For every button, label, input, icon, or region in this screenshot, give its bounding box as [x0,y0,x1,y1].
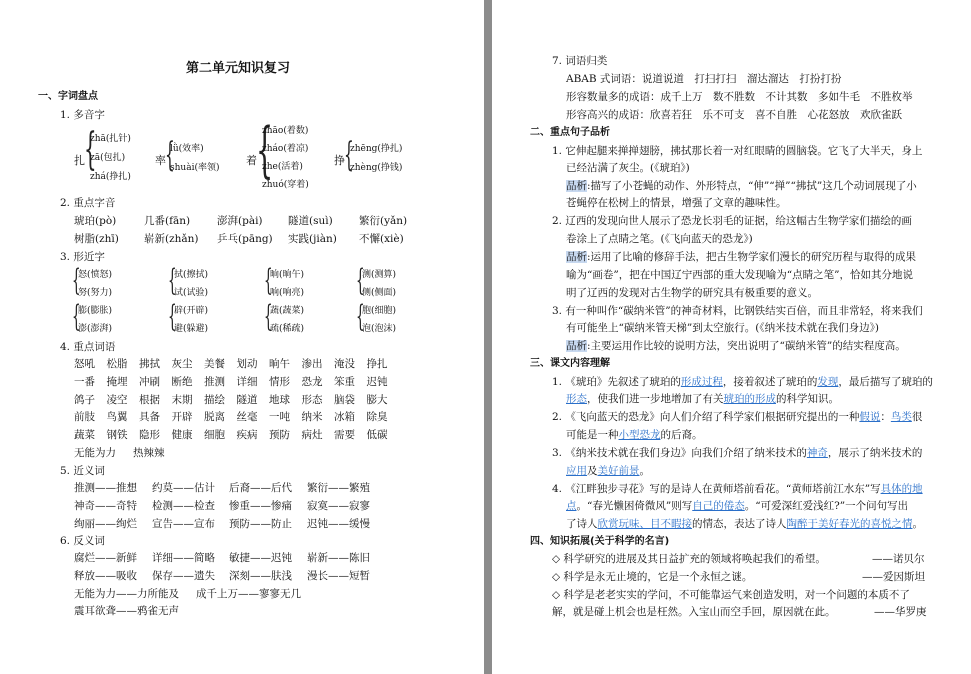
key-word: 隧道 [236,393,258,406]
brace-icon: { [264,299,273,334]
key-word: 需要 [334,429,355,442]
sentence-line: 已经沾满了灰尘。(《琥珀》) [566,162,690,174]
antonym-pair: 释放——吸收 [74,570,137,582]
key-word: 详细 [236,375,258,388]
key-word: 怒吼 [74,358,95,370]
antonym-pair: 详细——简略 [152,552,215,564]
word-group-line: ABAB 式词语：说道说道 打扫打扫 溜达溜达 打扮打扮 [566,73,842,85]
answer-blank: 具体的地 [880,483,923,495]
key-word: 掩埋 [106,375,128,388]
brace-icon: { [344,135,354,175]
key-word: 断绝 [171,375,193,388]
subheading-antonyms: 6. 反义词 [60,535,105,547]
quote-text: ◇ 科学是老老实实的学问，不可能靠运气来创造发明，对一个问题的本质不了 [552,589,910,601]
right-page [492,0,971,674]
pron-item: 不懈(xiè) [359,233,404,245]
key-word: 晌午 [269,358,290,370]
reading: zhā(扎针) [90,134,131,144]
synonym-pair: 检测——检查 [152,500,215,512]
pron-item: 琥珀(pò) [74,215,117,227]
similar-item: 晌(晌午) [270,270,305,280]
synonym-pair: 繁衍——繁殖 [307,482,370,494]
key-word: 疾病 [236,429,258,442]
analysis-line [566,339,906,353]
section-heading-4: 四、知识拓展(关于科学的名言) [530,536,670,547]
answer-blank: 陶醉于美好春光的喜悦之情 [786,518,913,530]
section-heading-1: 一、字词盘点 [38,91,98,102]
answer-blank: 小型恐龙 [618,429,661,441]
key-word: 开辟 [171,411,193,424]
antonym-pair: 漫长——短暂 [307,570,370,582]
pron-item: 繁衍(yǎn) [359,215,408,227]
brace-icon: { [356,263,365,298]
answer-blank: 欣赏玩味、目不暇接 [597,518,692,530]
reading: zhuó(穿着) [262,180,309,190]
key-word: 除臭 [366,411,388,424]
reading: zhe(活着) [262,162,303,172]
similar-item: 试(试验) [174,288,209,298]
key-word: 地球 [269,393,290,406]
key-word: 脱离 [204,411,225,424]
comprehension-line: 应用及美好前景。 [566,465,650,477]
antonym-pair: 无能为力——力所能及 [74,588,179,600]
page-title: 第二单元知识复习 [186,61,291,76]
key-word: 根据 [139,393,160,406]
synonym-pair: 神奇——奇特 [74,500,137,512]
key-word: 脑袋 [334,393,355,406]
sentence-line: 3. 有一种叫作“碳纳米管”的神奇材料，比钢铁结实百倍，而且非常轻，将来我们 [552,305,923,317]
analysis-line: 苍蝇停在松树上的情景，增强了文章的趣味性。 [566,197,787,209]
similar-item: 怒(愤怒) [78,270,113,280]
key-word: 恐龙 [301,375,323,388]
similar-item: 澎(澎湃) [78,324,113,334]
antonym-pair: 震耳欲聋——鸦雀无声 [74,605,179,617]
key-word: 鸽子 [74,393,95,406]
polyphonic-char: 扎 [74,154,85,167]
antonym-pair: 腐烂——新鲜 [74,552,137,564]
answer-blank: 神奇 [806,447,828,459]
polyphonic-char: 着 [246,154,257,167]
sentence-line: 有可能坐上“碳纳米管天梯”到太空旅行。(《纳米技术就在我们身边》) [566,322,879,334]
key-word: 灰尘 [171,358,193,370]
word-group-line: 形容数量多的成语：成千上万 数不胜数 不计其数 多如牛毛 不胜枚举 [566,91,913,103]
key-word: 推测 [204,375,225,388]
reading: zhá(挣扎) [90,172,131,182]
similar-item: 疏(稀疏) [270,324,305,334]
pron-item: 乒乓(pāng) [217,233,273,245]
key-word: 美餐 [204,358,225,370]
brace-icon: { [72,263,81,298]
reading: shuài(率领) [170,163,220,173]
answer-blank: 假说 [859,411,881,423]
reading: zháo(着凉) [262,144,309,154]
word-group-line: 形容高兴的成语：欣喜若狂 乐不可支 喜不自胜 心花怒放 欢欣雀跃 [566,109,902,121]
similar-item: 测(测算) [362,270,397,280]
key-word: 前肢 [74,411,95,424]
key-word: 无能为力 [74,447,116,459]
sentence-line: 2. 辽西的发现向世人展示了恐龙长羽毛的证据，给这幅古生物学家们描绘的画 [552,215,912,227]
similar-item: 蔬(蔬菜) [270,306,305,316]
sentence-line: 卷涂上了点睛之笔。(《飞向蓝天的恐龙》) [566,233,753,245]
synonym-pair: 惨重——惨痛 [229,500,292,512]
key-word: 渗出 [301,358,323,370]
antonym-pair: 保存——遗失 [152,570,215,582]
similar-item: 辟(开辟) [174,306,209,316]
key-word: 病灶 [301,429,323,442]
antonym-pair: 崭新——陈旧 [307,552,370,564]
answer-blank: 自己的倦态 [692,500,745,512]
pron-item: 实践(jiàn) [288,233,337,245]
comprehension-line: 可能是一种小型恐龙的后裔。 [566,429,703,441]
key-word: 健康 [171,429,193,442]
key-word: 钢铁 [106,429,128,442]
similar-item: 避(躲避) [174,324,209,334]
reading: zā(包扎) [90,153,126,163]
reading: zhāo(着数) [262,126,309,136]
synonym-pair: 寂寞——寂寥 [307,500,370,512]
quote-author: ——爱因斯坦 [862,571,925,583]
brace-icon: { [168,299,177,334]
key-word: 纳米 [301,411,323,424]
synonym-pair: 后裔——后代 [229,482,292,494]
pron-item: 树脂(zhī) [74,233,119,245]
comprehension-line: 2. 《飞向蓝天的恐龙》向人们介绍了科学家们根据研究提出的一种假说：鸟类很 [552,411,923,423]
quote-text: ◇ 科学研究的进展及其日益扩充的领域将唤起我们的希望。 [552,553,826,565]
key-word: 具备 [139,411,160,424]
brace-icon: { [72,299,81,334]
similar-item: 努(努力) [78,288,113,298]
synonym-pair: 迟钝——缓慢 [307,518,370,530]
analysis-tag: 品析 [566,340,587,352]
analysis-text: :描写了小苍蝇的动作、外形特点，“伸”“掸”“拂拭”这几个动词展现了小 [587,180,917,192]
key-word: 隐形 [139,429,160,442]
brace-icon: { [264,263,273,298]
key-word: 笨重 [334,375,355,388]
answer-blank: 形态 [566,393,587,405]
polyphonic-char: 挣 [334,154,345,167]
key-word: 凌空 [106,393,128,406]
comprehension-line: 4. 《江畔独步寻花》写的是诗人在黄师塔前看花。“黄师塔前江水东”写具体的地 [552,483,923,495]
answer-blank: 琥珀的形成 [723,393,776,405]
key-word: 鸟翼 [106,411,128,424]
key-word: 情形 [269,375,290,388]
pron-item: 崭新(zhǎn) [144,233,199,245]
quote-author: ——华罗庚 [874,606,927,618]
antonym-pair: 成千上万——寥寥无几 [196,588,301,600]
reading: zhēng(挣扎) [350,144,403,154]
reading: lǜ(效率) [170,144,204,154]
similar-item: 泡(泡沫) [362,324,397,334]
subheading-key-pron: 2. 重点字音 [60,197,116,209]
key-word: 迟钝 [366,375,388,388]
key-word: 细胞 [204,429,225,442]
similar-item: 侧(侧面) [362,288,397,298]
key-word: 末期 [171,393,193,406]
synonym-pair: 约莫——估计 [152,482,215,494]
key-word: 淹没 [334,358,355,370]
analysis-tag: 品析 [566,180,587,192]
key-word: 蔬菜 [74,429,95,442]
reading: zhèng(挣钱) [350,163,403,173]
comprehension-line: 形态，使我们进一步地增加了有关琥珀的形成的科学知识。 [566,393,839,405]
left-page [0,0,484,674]
quote-author: ——诺贝尔 [872,553,925,565]
pron-item: 隧道(suì) [288,215,333,227]
analysis-line [566,179,917,193]
comprehension-line: 1. 《琥珀》先叙述了琥珀的形成过程，接着叙述了琥珀的发现，最后描写了琥珀的 [552,376,933,388]
quote-text: ◇ 科学是永无止境的，它是一个永恒之谜。 [552,571,753,583]
brace-icon: { [256,115,274,185]
key-word: 划动 [236,358,258,370]
section-heading-2: 二、重点句子品析 [530,127,610,138]
analysis-tag: 品析 [566,251,587,263]
subheading-polyphonic: 1. 多音字 [60,109,105,121]
brace-icon: { [168,263,177,298]
key-word: 松脂 [106,358,128,370]
key-word: 丝毫 [236,411,258,424]
key-word: 形态 [301,393,323,406]
sentence-line: 1. 它伸起腿来掸掸翅膀，拂拭那长着一对红眼睛的圆脑袋。它飞了大半天，身上 [552,145,923,157]
analysis-text: :运用了比喻的修辞手法，把古生物学家们漫长的研究历程与取得的成果 [587,251,917,263]
section-heading-3: 三、课文内容理解 [530,358,610,369]
key-word: 一番 [74,375,95,388]
subheading-word-groups: 7. 词语归类 [552,55,608,67]
analysis-line: 明了辽西的发现对古生物学的研究具有极重要的意义。 [566,287,818,299]
similar-item: 拭(擦拭) [174,270,209,280]
pron-item: 澎湃(pài) [217,215,263,227]
analysis-line: 喻为“画卷”，把在中国辽宁西部的重大发现喻为“点睛之笔”，恰如其分地说 [566,269,913,281]
synonym-pair: 宣告——宣布 [152,518,215,530]
brace-icon: { [84,124,97,175]
subheading-similar: 3. 形近字 [60,251,105,263]
answer-blank: 形成过程 [680,376,723,388]
key-word: 一吨 [269,411,290,424]
key-word: 膨大 [366,393,388,406]
comprehension-line: 了诗人欣赏玩味、目不暇接的情态，表达了诗人陶醉于美好春光的喜悦之情。 [566,518,923,530]
similar-item: 胞(细胞) [362,306,397,316]
similar-item: 膨(膨胀) [78,306,113,316]
antonym-pair: 深刻——肤浅 [229,570,292,582]
comprehension-line: 点。“春光懒困倚微风”则写自己的倦态。“可爱深红爱浅红?”一个问句写出 [566,500,909,512]
key-word: 热辣辣 [133,447,165,459]
key-word: 描绘 [204,393,225,406]
answer-blank: 发现 [817,376,839,388]
similar-item: 响(响亮) [270,288,305,298]
pron-item: 几番(fān) [144,215,191,227]
analysis-text: :主要运用作比较的说明方法，突出说明了“碳纳米管”的结实程度高。 [587,340,906,352]
quote-text: 解，就是碰上机会也是枉然。入宝山而空手回，原因就在此。 [552,606,836,618]
answer-blank: 美好前景 [597,465,640,477]
subheading-key-words: 4. 重点词语 [60,341,116,353]
key-word: 低碳 [366,429,388,442]
polyphonic-char: 率 [155,154,166,167]
antonym-pair: 敏捷——迟钝 [229,552,292,564]
key-word: 挣扎 [366,358,388,370]
brace-icon: { [165,135,175,175]
synonym-pair: 预防——防止 [229,518,292,530]
subheading-synonyms: 5. 近义词 [60,465,105,477]
key-word: 冰箱 [334,411,355,424]
answer-blank: 应用 [566,465,587,477]
synonym-pair: 绚丽——绚烂 [74,518,137,530]
brace-icon: { [356,299,365,334]
synonym-pair: 推测——推想 [74,482,137,494]
answer-blank: 鸟类 [890,411,912,423]
key-word: 预防 [269,429,290,442]
analysis-line [566,250,916,264]
key-word: 冲刷 [139,375,160,388]
key-word: 拂拭 [139,358,160,370]
comprehension-line: 3. 《纳米技术就在我们身边》向我们介绍了纳米技术的神奇，展示了纳米技术的 [552,447,923,459]
